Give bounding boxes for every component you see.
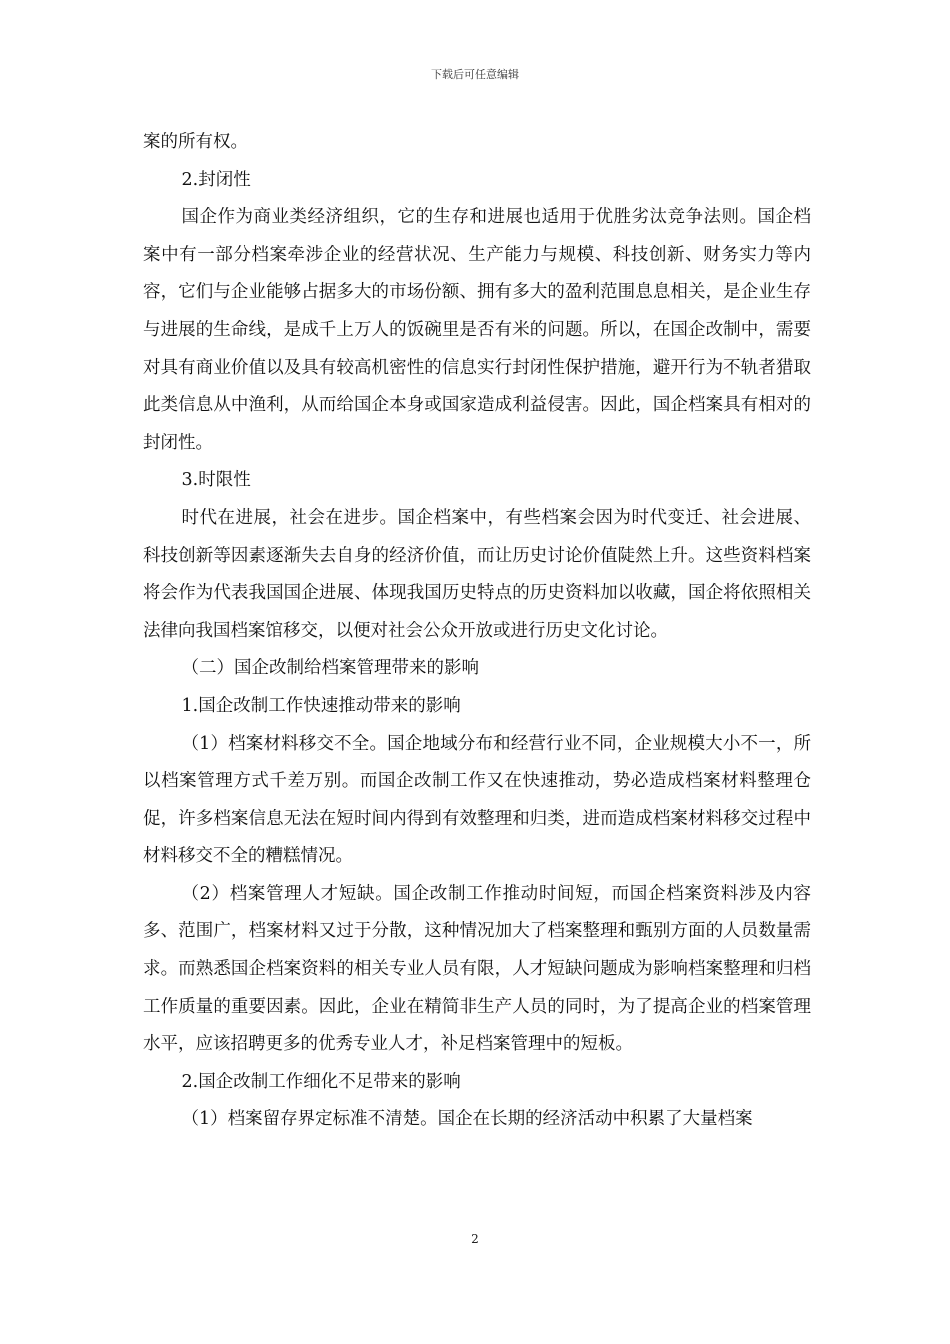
paragraph-closure: 国企作为商业类经济组织，它的生存和进展也适用于优胜劣汰竞争法则。国企档案中有一部分档案牵涉企业的经营状况、生产能力与规模、科技创新、财务实力等内容，它们与企业能够占据多大的市场份额、拥有多大的盈利范围息息相关，是企业生存与进展的生命线，是成千上万人的饭碗里是否有米的问题。所以，在国企改制中，需要对具有商业价值以及具有较高机密性的信息实行封闭性保护措施，避开行为不轨者猎取此类信息从中渔利，从而给国企本身或国家造成利益侵害。因此，国企档案具有相对的封闭性。 (143, 207, 811, 453)
section-heading-closure: 2.封闭性 (181, 169, 251, 190)
paragraph-incomplete-transfer: （1）档案材料移交不全。国企地域分布和经营行业不同，企业规模大小不一，所以档案管理方式千差万别。而国企改制工作又在快速推动，势必造成档案材料整理仓促，许多档案信息无法在短时间内得到有效整理和归类，进而造成档案材料移交过程中材料移交不全的糟糕情况。 (143, 733, 811, 867)
section-heading-time-limit: 3.时限性 (181, 470, 251, 491)
page-header: 下载后可任意编辑 (431, 68, 519, 81)
paragraph-time-limit: 时代在进展，社会在进步。国企档案中，有些档案会因为时代变迁、社会进展、科技创新等因素逐渐失去自身的经济价值，而让历史讨论价值陡然上升。这些资料档案将会作为代表我国国企进展、体现我国历史特点的历史资料加以收藏，国企将依照相关法律向我国档案馆移交，以便对社会公众开放或进行历史文化讨论。 (143, 507, 811, 641)
section-heading-impact: （二）国企改制给档案管理带来的影响 (181, 658, 479, 679)
paragraph-talent-shortage: （2）档案管理人才短缺。国企改制工作推动时间短，而国企档案资料涉及内容多、范围广，档案材料又过于分散，这种情况加大了档案整理和甄别方面的人员数量需求。而熟悉国企档案资料的相关专业人员有限，人才短缺问题成为影响档案整理和归档工作质量的重要因素。因此，企业在精简非生产人员的同时，为了提高企业的档案管理水平，应该招聘更多的优秀专业人才，补足档案管理中的短板。 (143, 883, 811, 1055)
page-number: 2 (471, 1232, 479, 1246)
subsection-heading-insufficient-detail: 2.国企改制工作细化不足带来的影响 (181, 1071, 461, 1092)
paragraph-retention-standard: （1）档案留存界定标准不清楚。国企在长期的经济活动中积累了大量档案 (181, 1109, 753, 1130)
document-body (143, 124, 811, 1139)
subsection-heading-rapid-progress: 1.国企改制工作快速推动带来的影响 (181, 695, 461, 716)
paragraph-continuation: 案的所有权。 (143, 132, 248, 152)
